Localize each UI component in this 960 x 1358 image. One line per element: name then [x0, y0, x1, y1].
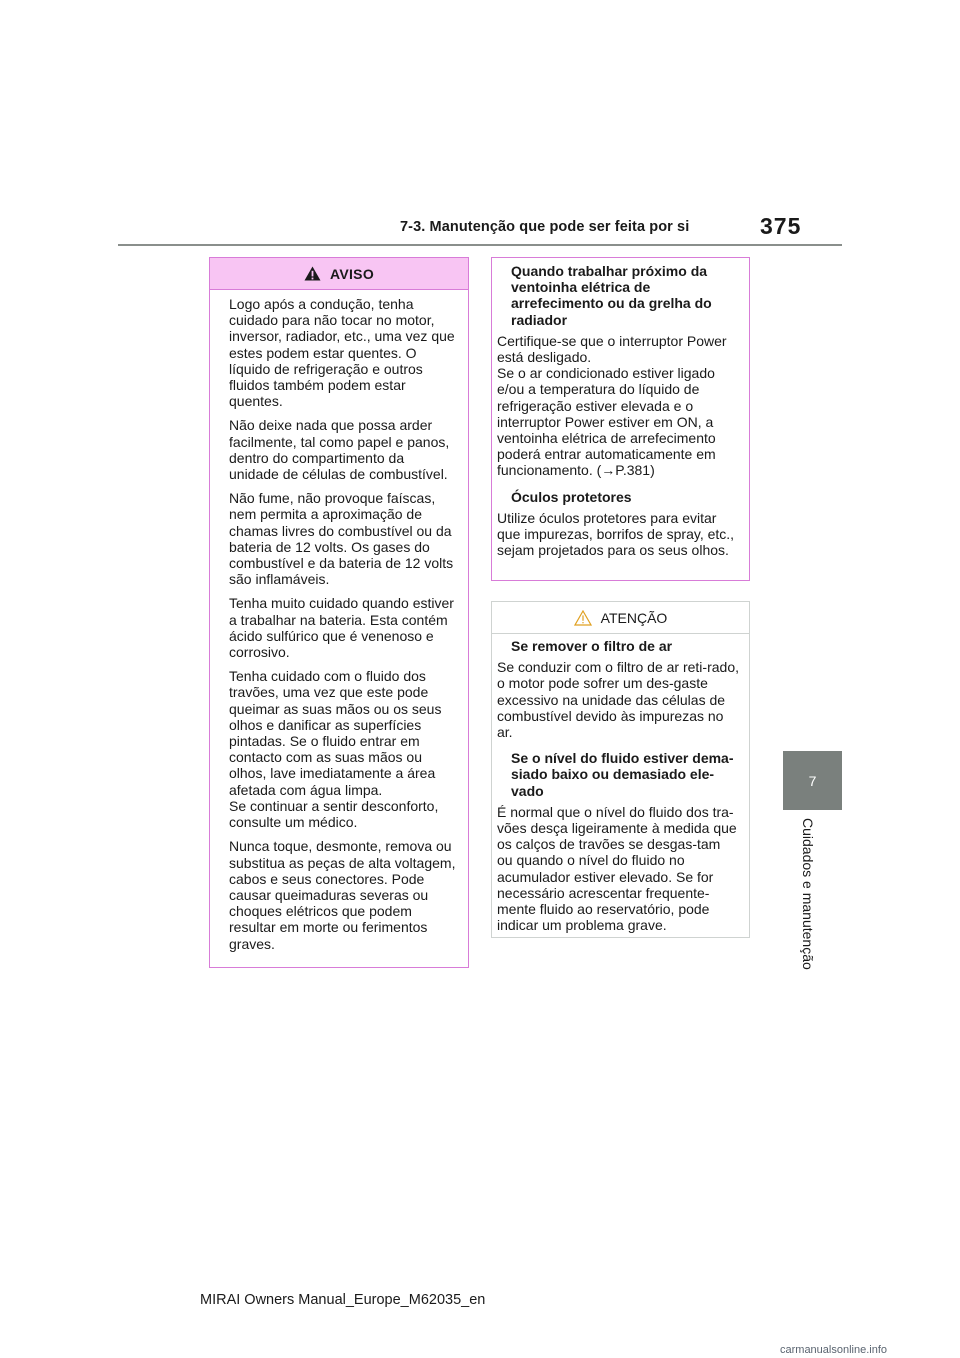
header-rule: [118, 244, 842, 246]
warning-line: Certifique-se que o interruptor Power está desligado.: [497, 332, 727, 366]
caution-triangle-icon: [574, 610, 592, 626]
warning-line: Utilize óculos protetores para evitar que impurezas, borrifos de spray, etc., sejam projetados para os seus olhos.: [497, 509, 735, 559]
section-title: 7-3. Manutenção que pode ser feita por si: [400, 219, 690, 235]
chapter-number: 7: [808, 772, 817, 789]
caution-box-header: [492, 602, 749, 634]
caution-subheading: Se o nível do fluido estiver dema-siado baixo ou demasiado ele-vado: [511, 750, 734, 799]
chapter-tab[interactable]: [783, 751, 842, 810]
warning-triangle-icon: [304, 266, 321, 281]
warning-paragraph: Se continuar a sentir desconforto, consulte um médico.: [229, 797, 439, 831]
caution-subheading: Se remover o filtro de ar: [511, 638, 673, 654]
warning-paragraph: Nunca toque, desmonte, remova ou substitua as peças de alta voltagem, cabos e seus conectores. Pode causar queimaduras severas ou choques elétricos que podem resultar em morte ou ferimentos graves.: [229, 838, 456, 952]
chapter-title: Cuidados e manutenção: [800, 818, 816, 970]
caution-heading: ATENÇÃO: [600, 609, 668, 626]
watermark: carmanualsonline.info: [780, 1344, 888, 1356]
warning-box: [209, 257, 469, 968]
warning-paragraph: Não fume, não provoque faíscas, nem permita a aproximação de chamas livres do combustível ou da bateria de 12 volts. Os gases do combustível e da bateria de 12 volts são inflamáveis.: [229, 490, 454, 588]
warning-box-continued: [491, 257, 750, 581]
warning-line: Se o ar condicionado estiver ligado e/ou a temperatura do líquido de refrigeração estiver elevada e o interruptor Power estiver em ON, a ventoinha elétrica de arrefecimento poderá entrar automaticamente em funcionamento. (→P.381): [497, 365, 716, 479]
warning-heading: AVISO: [329, 265, 375, 282]
warning-paragraph: Tenha muito cuidado quando estiver a trabalhar na bateria. Esta contém ácido sulfúrico que é venenoso e corrosivo.: [229, 595, 454, 661]
caution-text: Se conduzir com o filtro de ar reti-rado, o motor pode sofrer um des-gaste excessivo na unidade das células de combustível devido às impurezas no ar.: [497, 659, 739, 741]
caution-box-body: [492, 634, 749, 933]
warning-paragraph: Não deixe nada que possa arder facilmente, tal como papel e panos, dentro do compartimento da unidade de células de combustível.: [229, 417, 450, 483]
caution-text: É normal que o nível do fluido dos tra-vões desça ligeiramente à medida que os calços de travões se desgas-tam ou quando o nível do fluido no acumulador estiver elevado. Se for necessário acrescentar frequente-mente fluido ao reservatório, pode indicar um problema grave.: [497, 803, 737, 934]
footer-text: MIRAI Owners Manual_Europe_M62035_en: [200, 1292, 486, 1308]
page-number: 375: [760, 213, 802, 239]
warning-box-header: [210, 258, 468, 290]
warning-subheading: Óculos protetores: [511, 488, 632, 505]
warning-box-body: [210, 290, 468, 952]
warning-paragraph: Tenha cuidado com o fluido dos travões, uma vez que este pode queimar as suas mãos ou os seus olhos e danificar as superfícies pintadas. Se o fluido entrar em contacto com as suas mãos ou olhos, lave imediatamente a área afetada com água limpa.: [229, 668, 442, 798]
warning-subheading: Quando trabalhar próximo da ventoinha elétrica de arrefecimento ou da grelha do radiador: [511, 263, 712, 328]
warning-paragraph: Logo após a condução, tenha cuidado para não tocar no motor, inversor, radiador, etc., uma vez que estes podem estar quentes. O líquido de refrigeração e outros fluidos também podem estar quentes.: [229, 296, 455, 410]
warning-box-continued-body: [492, 258, 749, 558]
caution-box: [491, 601, 750, 938]
